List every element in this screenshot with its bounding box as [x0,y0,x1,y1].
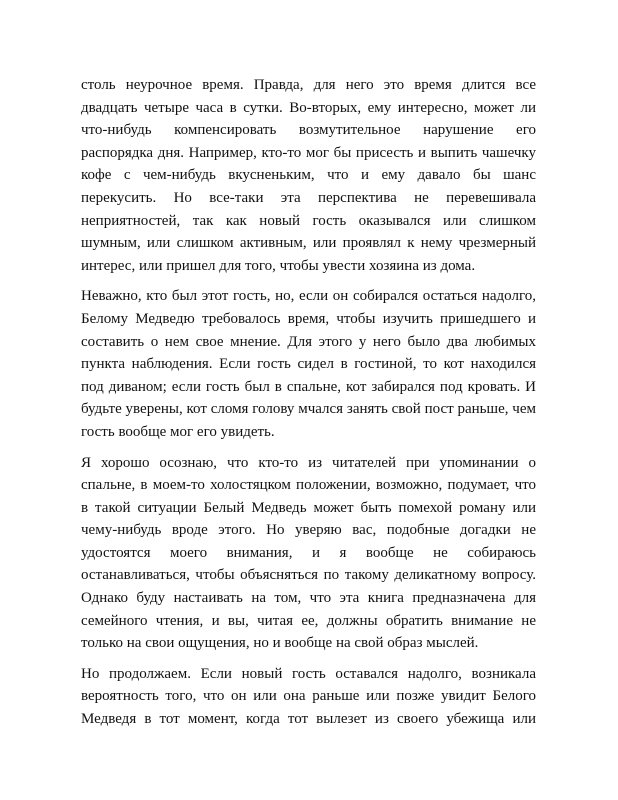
paragraph-3: Я хорошо осознаю, что кто-то из читателей при упоминании о спальне, в моем-то холостяцком положении, возможно, подумает, что в такой ситуации Белый Медведь может быть помехой роману или чему-нибудь вроде этого. Но уверяю вас, подобные догадки не удостоятся моего внимания, и я вообще не собираюсь останавливаться, чтобы объясняться по такому деликатному вопросу. Однако буду настаивать на том, что эта книга предназначена для семейного чтения, и вы, читая ее, должны обратить внимание не только на свои ощущения, но и вообще на свой образ мыслей. [81,454,536,652]
paragraph-4: Но продолжаем. Если новый гость оставался надолго, возникала вероятность того, что он или она раньше или позже увидит Белого Медведя в тот момент, когда тот вылезет из своего убежища или [81,665,536,728]
body-text [81,74,536,739]
paragraph-2: Неважно, кто был этот гость, но, если он собирался остаться надолго, Белому Медведю требовалось время, чтобы изучить пришедшего и составить о нем свое мнение. Для этого у него было два любимых пункта наблюдения. Если гость сидел в гостиной, то кот находился под диваном; если гость был в спальне, кот забирался под кровать. И будьте уверены, кот сломя голову мчался занять свой пост раньше, чем гость вообще мог его увидеть. [81,288,536,440]
paragraph-1: столь неурочное время. Правда, для него это время длится все двадцать четыре часа в сутки. Во-вторых, ему интересно, может ли что-нибудь компенсировать возмутительное нарушение его распорядка дня. Например, кто-то мог бы присесть и выпить чашечку кофе с чем-нибудь вкусненьким, что и ему давало бы шанс перекусить. Но все-таки эта перспектива не перевешивала неприятностей, так как новый гость оказывался или слишком шумным, или слишком активным, или проявлял к нему чрезмерный интерес, или пришел для того, чтобы увести хозяина из дома. [81,77,536,274]
